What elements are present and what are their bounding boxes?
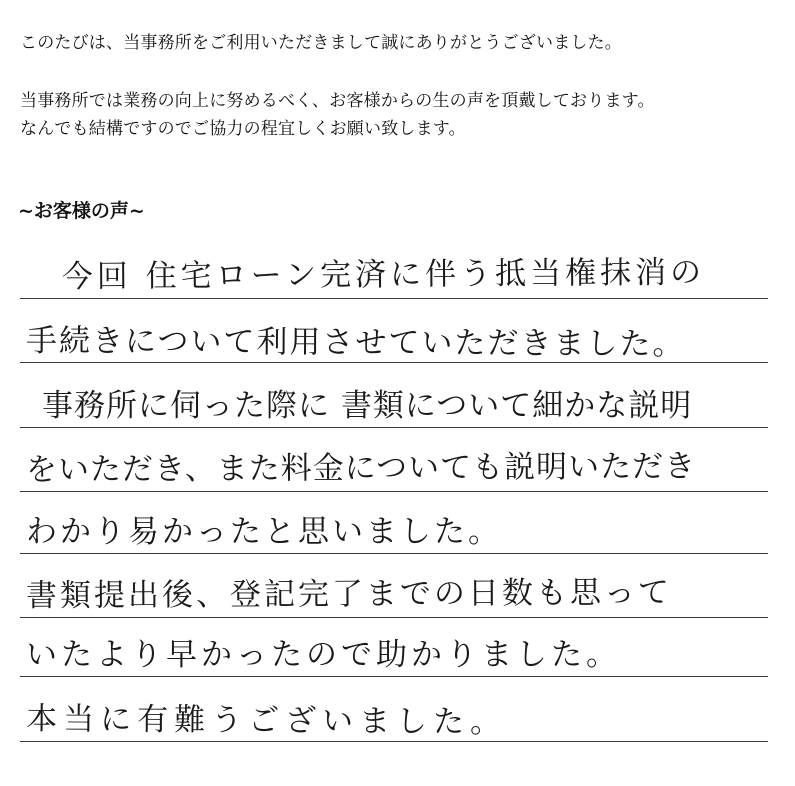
handwritten-line-6: 書類提出後、登記完了までの日数も思って [25,574,672,614]
ruled-line [20,491,768,492]
ruled-line [20,427,768,428]
ruled-line [20,676,768,677]
request-text-line-1: 当事務所では業務の向上に努めるべく、お客様からの生の声を頂戴しております。 [20,91,655,111]
handwritten-line-3: 事務所に伺った際に 書類について細かな説明 [42,388,693,424]
handwritten-line-1: 今回 住宅ローン完済に伴う抵当権抹消の [61,254,706,296]
handwritten-line-2: 手続きについて利用させていただきました。 [26,323,686,363]
ruled-line [20,617,768,618]
request-text-line-2: なんでも結構ですのでご協力の程宜しくお願い致します。 [20,119,466,139]
handwritten-line-5: わかり易かったと思いました。 [26,514,502,550]
handwritten-line-7: いたより早かったので助かりました。 [26,637,621,673]
customer-voice-heading: ~お客様の声~ [18,200,145,222]
handwritten-line-4: をいただき、また料金についても説明いただき [25,448,697,489]
ruled-line [20,553,768,554]
ruled-line [20,298,768,299]
handwritten-line-8: 本当に有難うございました。 [26,701,508,741]
intro-text: このたびは、当事務所をご利用いただきまして誠にありがとうございました。 [20,33,622,53]
